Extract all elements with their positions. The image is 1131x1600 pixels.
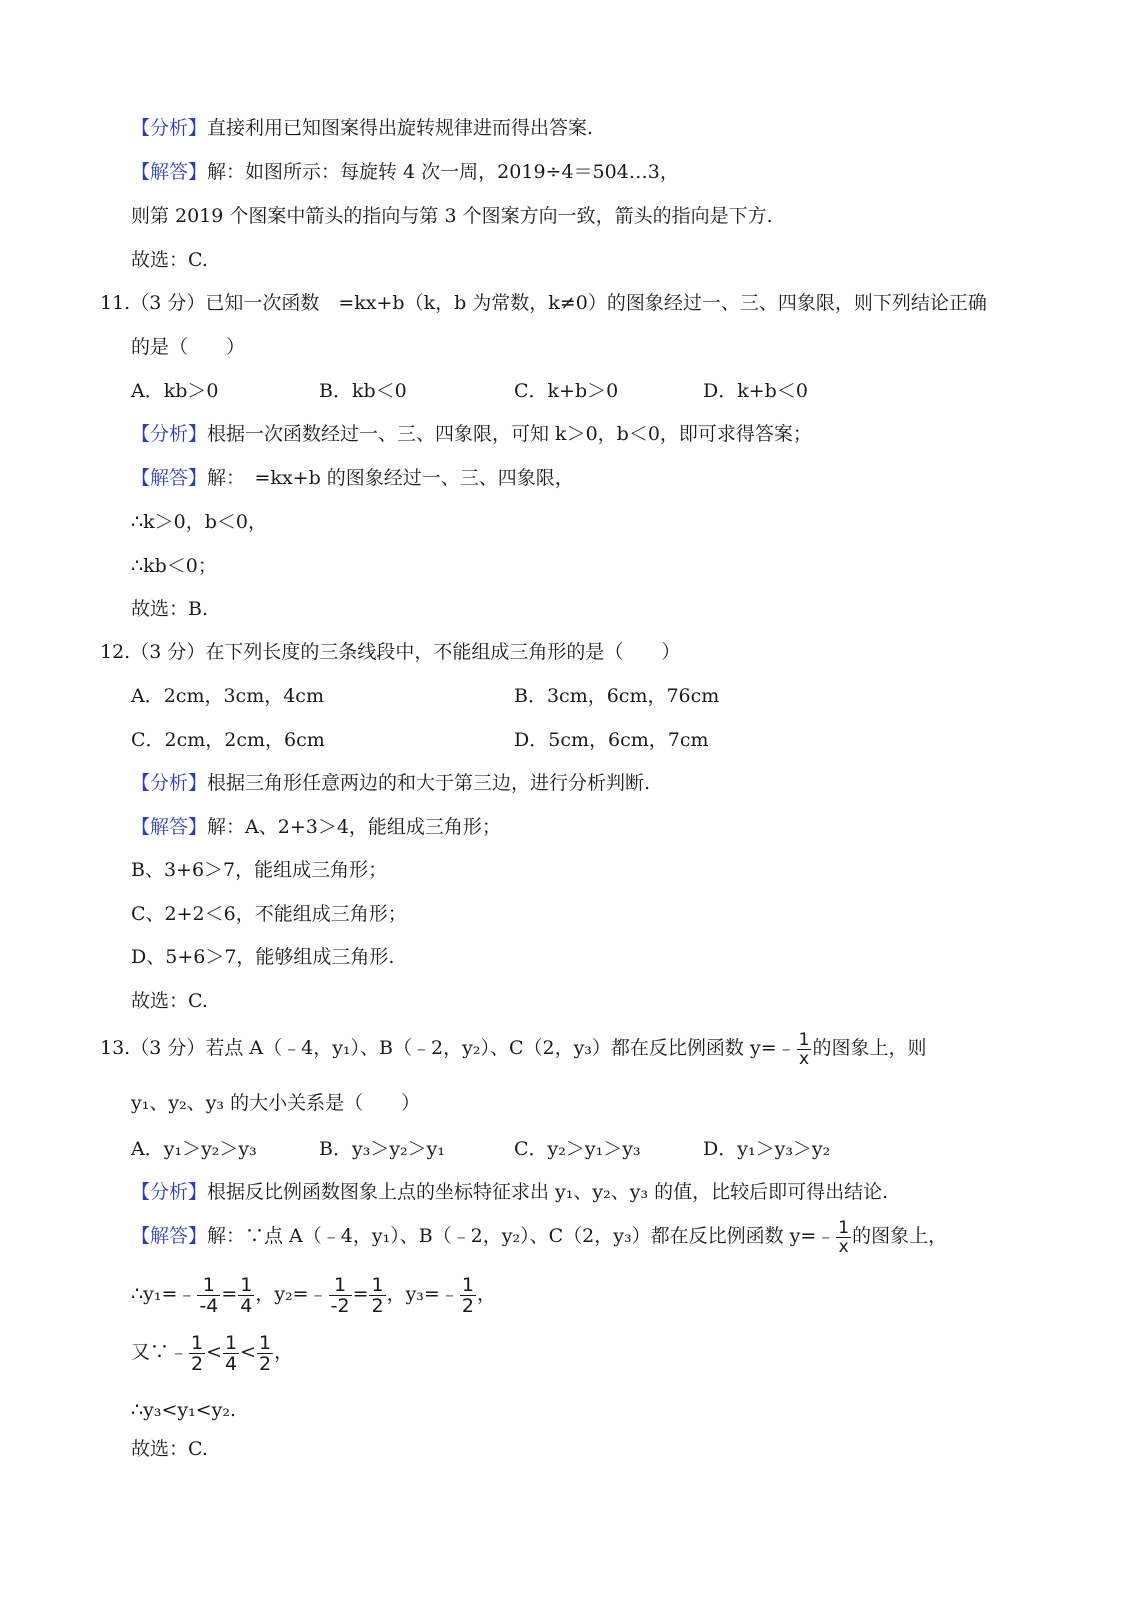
calc-prefix: ∴y₁=﹣ xyxy=(131,1283,197,1305)
q13-stem-fraction xyxy=(797,1031,812,1068)
fraction-denominator: -4 xyxy=(199,1294,219,1317)
q13-option-b: B．y₃＞y₂＞y₁ xyxy=(319,1138,446,1160)
calc-equals: = xyxy=(221,1283,238,1305)
q12-option-c: C．2cm，2cm，6cm xyxy=(131,729,325,751)
fraction-numerator: 1 xyxy=(798,1029,810,1050)
fraction-1-over-2 xyxy=(189,1333,205,1374)
fraction-denominator: x xyxy=(836,1237,851,1256)
fraction-numerator: 1 xyxy=(240,1273,253,1296)
q11-option-d: D．k+b＜0 xyxy=(703,380,808,402)
q13-stem-text: 13.（3 分）若点 A（﹣4，y₁）、B（﹣2，y₂）、C（2，y₃）都在反比例函数 y=﹣ xyxy=(100,1037,796,1059)
q12-answer xyxy=(131,815,501,839)
q13-answer-tag: 【解答】 xyxy=(131,1225,208,1247)
q11-analysis-text: 根据一次函数经过一、三、四象限，可知 k＞0，b＜0，即可求得答案； xyxy=(207,423,812,445)
fraction-numerator: 1 xyxy=(334,1273,347,1296)
q13-answer-end: 的图象上， xyxy=(852,1225,948,1247)
fraction-1-over-neg2 xyxy=(329,1275,352,1316)
less-than: < xyxy=(206,1341,223,1363)
q11-analysis-tag: 【分析】 xyxy=(131,423,208,445)
fraction-denominator: -2 xyxy=(330,1294,350,1317)
fraction-numerator: 1 xyxy=(461,1273,474,1296)
fraction-numerator: 1 xyxy=(202,1273,215,1296)
q11-option-b: B．kb＜0 xyxy=(319,380,407,402)
fraction-1-over-4 xyxy=(238,1275,254,1316)
q12-option-d: D．5cm，6cm，7cm xyxy=(514,729,709,751)
q13-option-d: D．y₁＞y₃＞y₂ xyxy=(703,1138,831,1160)
fraction-denominator: 2 xyxy=(461,1294,474,1317)
calc-mid: ，y₂=﹣ xyxy=(255,1283,328,1305)
fraction-denominator: x xyxy=(797,1049,812,1068)
calc-equals: = xyxy=(352,1283,369,1305)
fraction-numerator: 1 xyxy=(259,1331,272,1354)
fraction-denominator: 2 xyxy=(191,1352,204,1375)
q13-stem-1 xyxy=(100,1026,926,1070)
fraction-1-over-neg4 xyxy=(197,1275,220,1316)
analysis-text: 直接利用已知图案得出旋转规律进而得出答案. xyxy=(207,117,594,139)
q11-answer-text: 解： =kx+b 的图象经过一、三、四象限， xyxy=(207,467,574,489)
fraction-denominator: 4 xyxy=(240,1294,253,1317)
q12-option-b: B．3cm，6cm，76cm xyxy=(514,685,720,707)
q13-answer-text: 解：∵点 A（﹣4，y₁）、B（﹣2，y₂）、C（2，y₃）都在反比例函数 y=﹣ xyxy=(207,1225,836,1247)
q11-option-a: A．kb＞0 xyxy=(131,380,219,402)
less-than: < xyxy=(240,1341,257,1363)
answer-line xyxy=(131,160,679,184)
q11-step-1: ∴k＞0，b＜0， xyxy=(131,511,267,533)
fraction-denominator: 2 xyxy=(259,1352,272,1375)
q11-stem-1: 11.（3 分）已知一次函数 =kx+b（k，b 为常数，k≠0）的图象经过一、三、四象限，则下列结论正确 xyxy=(100,292,987,314)
fraction-1-over-2 xyxy=(369,1275,385,1316)
fraction-numerator: 1 xyxy=(225,1331,238,1354)
q12-final: 故选：C. xyxy=(131,990,208,1012)
q13-answer-fraction xyxy=(836,1219,851,1256)
q12-stem: 12.（3 分）在下列长度的三条线段中，不能组成三角形的是（ ） xyxy=(100,641,681,663)
q13-answer xyxy=(131,1214,947,1258)
q12-analysis xyxy=(131,771,650,795)
fraction-numerator: 1 xyxy=(838,1217,850,1238)
q11-stem-2: 的是（ ） xyxy=(131,336,246,358)
analysis-tag: 【分析】 xyxy=(131,117,208,139)
q12-analysis-tag: 【分析】 xyxy=(131,772,208,794)
final-choice: 故选：C. xyxy=(131,249,208,271)
compare-end: ， xyxy=(274,1341,294,1363)
answer-text: 解：如图所示：每旋转 4 次一周，2019÷4＝504…3， xyxy=(207,161,679,183)
analysis-line xyxy=(131,116,593,140)
fraction-denominator: 2 xyxy=(371,1294,384,1317)
fraction-denominator: 4 xyxy=(225,1352,238,1375)
q13-analysis-tag: 【分析】 xyxy=(131,1181,208,1203)
q11-answer-tag: 【解答】 xyxy=(131,467,208,489)
q12-answer-text: 解：A、2+3＞4，能组成三角形； xyxy=(207,816,501,838)
q12-answer-tag: 【解答】 xyxy=(131,816,208,838)
fraction-numerator: 1 xyxy=(191,1331,204,1354)
q13-stem-end: 的图象上，则 xyxy=(812,1037,927,1059)
compare-prefix: 又∵﹣ xyxy=(131,1341,189,1363)
q13-calc xyxy=(131,1272,496,1316)
q11-step-2: ∴kb＜0； xyxy=(131,555,217,577)
q13-analysis-text: 根据反比例函数图象上点的坐标特征求出 y₁、y₂、y₃ 的值，比较后即可得出结论. xyxy=(207,1181,889,1203)
q13-compare xyxy=(131,1330,293,1374)
fraction-numerator: 1 xyxy=(371,1273,384,1296)
answer-tag: 【解答】 xyxy=(131,161,208,183)
q12-analysis-text: 根据三角形任意两边的和大于第三边，进行分析判断. xyxy=(207,772,651,794)
answer-continuation: 则第 2019 个图案中箭头的指向与第 3 个图案方向一致，箭头的指向是下方. xyxy=(131,205,773,227)
q11-option-c: C．k+b＞0 xyxy=(514,380,619,402)
calc-end: ， xyxy=(476,1283,496,1305)
calc-mid2: ，y₃=﹣ xyxy=(386,1283,459,1305)
q12-step-b: B、3+6＞7，能组成三角形； xyxy=(131,859,388,881)
q12-step-d: D、5+6＞7，能够组成三角形. xyxy=(131,946,395,968)
q12-option-a: A．2cm，3cm，4cm xyxy=(131,685,324,707)
q13-analysis xyxy=(131,1180,888,1204)
q11-step-3: 故选：B. xyxy=(131,598,209,620)
q13-option-c: C．y₂＞y₁＞y₃ xyxy=(514,1138,641,1160)
q11-analysis xyxy=(131,422,812,446)
q11-answer xyxy=(131,466,574,490)
q13-conclusion: ∴y₃<y₁<y₂. xyxy=(131,1399,237,1421)
q13-final: 故选：C. xyxy=(131,1438,208,1460)
fraction-1-over-4 xyxy=(223,1333,239,1374)
fraction-1-over-2 xyxy=(257,1333,273,1374)
q13-option-a: A．y₁＞y₂＞y₃ xyxy=(131,1138,257,1160)
q12-step-c: C、2+2＜6，不能组成三角形； xyxy=(131,903,407,925)
q13-stem-2: y₁、y₂、y₃ 的大小关系是（ ） xyxy=(131,1092,421,1114)
fraction-1-over-2 xyxy=(460,1275,476,1316)
